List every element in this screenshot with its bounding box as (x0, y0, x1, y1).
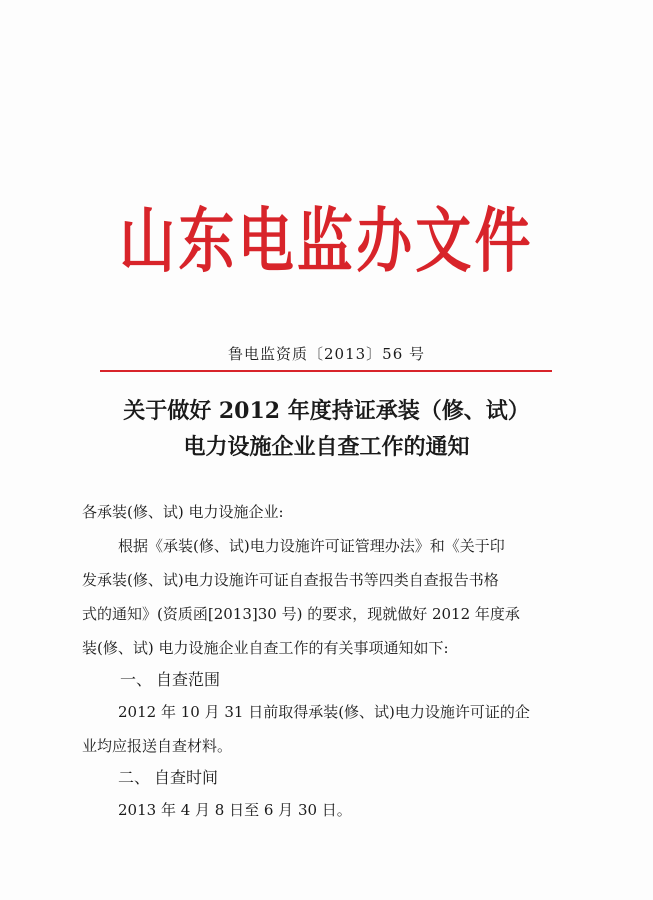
section-body-line: 业均应报送自查材料。 (82, 737, 233, 755)
issuing-organ-header: 山东电监办文件 (119, 199, 534, 282)
intro-line: 根据《承装(修、试)电力设施许可证管理办法》和《关于印 (118, 537, 505, 555)
section-heading-time (118, 763, 218, 793)
salutation: 各承装(修、试) 电力设施企业: (82, 503, 284, 521)
intro-line: 装(修、试) 电力设施企业自查工作的有关事项通知如下: (82, 639, 449, 657)
intro-line: 发承装(修、试)电力设施许可证自查报告书等四类自查报告书格 (82, 571, 499, 589)
document-number: 鲁电监资质〔2013〕56 号 (227, 345, 426, 363)
section-number: 一、 (120, 670, 153, 689)
section-number: 二、 (118, 768, 151, 787)
red-divider-line (100, 370, 552, 372)
section-heading-text: 自查范围 (156, 670, 221, 689)
section-heading-text: 自查时间 (154, 768, 219, 787)
notice-title-line-1: 关于做好 2012 年度持证承装（修、试） (123, 398, 530, 424)
section-heading-scope (120, 665, 220, 695)
notice-title-line-2: 电力设施企业自查工作的通知 (183, 434, 470, 460)
section-body-line: 2013 年 4 月 8 日至 6 月 30 日。 (118, 801, 352, 819)
section-body-line: 2012 年 10 月 31 日前取得承装(修、试)电力设施许可证的企 (118, 703, 530, 721)
intro-line: 式的通知》(资质函[2013]30 号) 的要求，现就做好 2012 年度承 (82, 605, 520, 623)
